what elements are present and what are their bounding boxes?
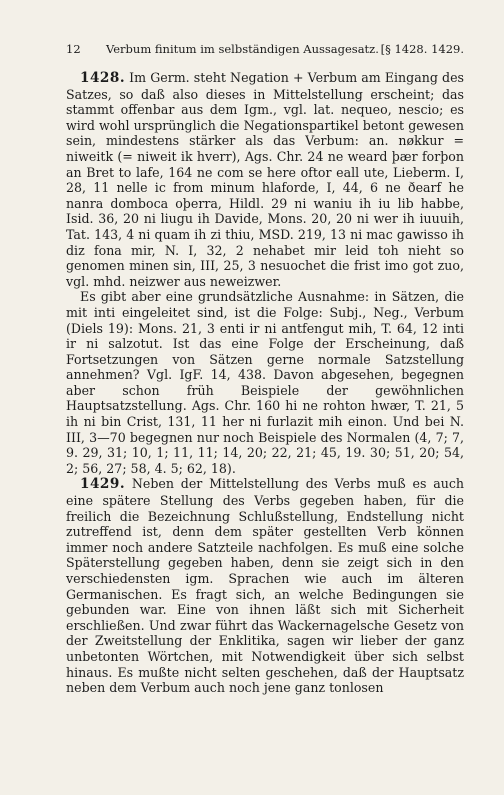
paragraph-1429 (66, 476, 464, 695)
running-header (66, 42, 464, 56)
paragraph-1428 (66, 70, 464, 289)
running-title: Verbum finitum im selbständigen Aussagesatz. (106, 42, 379, 56)
paragraph-text: Es gibt aber eine grundsätzliche Ausnahme: in Sätzen, die mit inti eingeleitet sind, ist die Folge: Subj., Neg., Verbum (Diels 19): Mons. 21, 3 enti ir ni antfengut mih, T. 64, 12 inti ir ni salzotut. Ist das eine Folge der Erscheinung, daß Fortsetzungen von Sätzen gerne normale Satzstellung annehmen? Vgl. IgF. 14, 438. Davon abgesehen, begegnen aber schon früh Beispiele der gewöhnlichen Hauptsatzstellung. Ags. Chr. 160 hi ne rohton hwær, T. 21, 5 ih ni bin Crist, 131, 11 her ni furlazit mih einon. Und bei N. III, 3—70 begegnen nur noch Beispiele des Normalen (4, 7; 7, 9. 29, 31; 10, 1; 11, 11; 14, 20; 22, 21; 45, 19. 30; 51, 20; 54, 2; 56, 27; 58, 4. 5; 62, 18). (66, 289, 464, 476)
paragraph-1428-cont (66, 289, 464, 476)
section-number: 1429. (80, 476, 126, 493)
paragraph-text: Im Germ. steht Negation + Verbum am Eingang des Satzes, so daß also dieses in Mittelstellung erscheint; das stammt offenbar aus dem Igm., vgl. lat. nequeo, nescio; es wird wohl ursprünglich die Negationspartikel betont gewesen sein, mindestens stärker als das Verbum: an. nøkkur = niweitk (= niweit ik hverr), Ags. Chr. 24 ne weard þær forþon an Bret to lafe, 164 ne com se here oftor eall ute, Lieberm. I, 28, 11 nelle ic from minum hlaforde, I, 44, 6 ne ðearf he nanra domboca oþerra, Hildl. 29 ni waniu ih iu lib habbe, Isid. 36, 20 ni liugu ih Davide, Mons. 20, 20 ni wer ih iuuuih, Tat. 143, 4 ni quam ih zi thiu, MSD. 219, 13 ni mac gawisso ih diz fona mir, N. I, 32, 2 nehabet mir leid toh nieht so genomen minen sin, III, 25, 3 nesuochet die frist imo got zuo, vgl. mhd. neizwer aus neweizwer. (66, 70, 464, 289)
section-reference: [§ 1428. 1429. (380, 42, 464, 56)
section-number: 1428. (80, 70, 126, 86)
paragraph-text: Neben der Mittelstellung des Verbs muß es auch eine spätere Stellung des Verbs gegeben haben, für die freilich die Bezeichnung Schlußstellung, Endstellung nicht zutreffend ist, denn dem später gestellten Verb können immer noch andere Satzteile nachfolgen. Es muß eine solche Späterstellung gegeben haben, denn sie zeigt sich in den verschiedensten igm. Sprachen wie auch im älteren Germanischen. Es fragt sich, an welche Bedingungen sie gebunden war. Eine von ihnen läßt sich mit Sicherheit erschließen. Und zwar führt das Wackernagelsche Gesetz von der Zweitstellung der Enklitika, sagen wir lieber der ganz unbetonten Wörtchen, mit Notwendigkeit über sich selbst hinaus. Es mußte nicht selten geschehen, daß der Hauptsatz neben dem Verbum auch noch jene ganz tonlosen (66, 476, 464, 696)
page-body (66, 70, 464, 696)
page-number: 12 (66, 42, 81, 56)
